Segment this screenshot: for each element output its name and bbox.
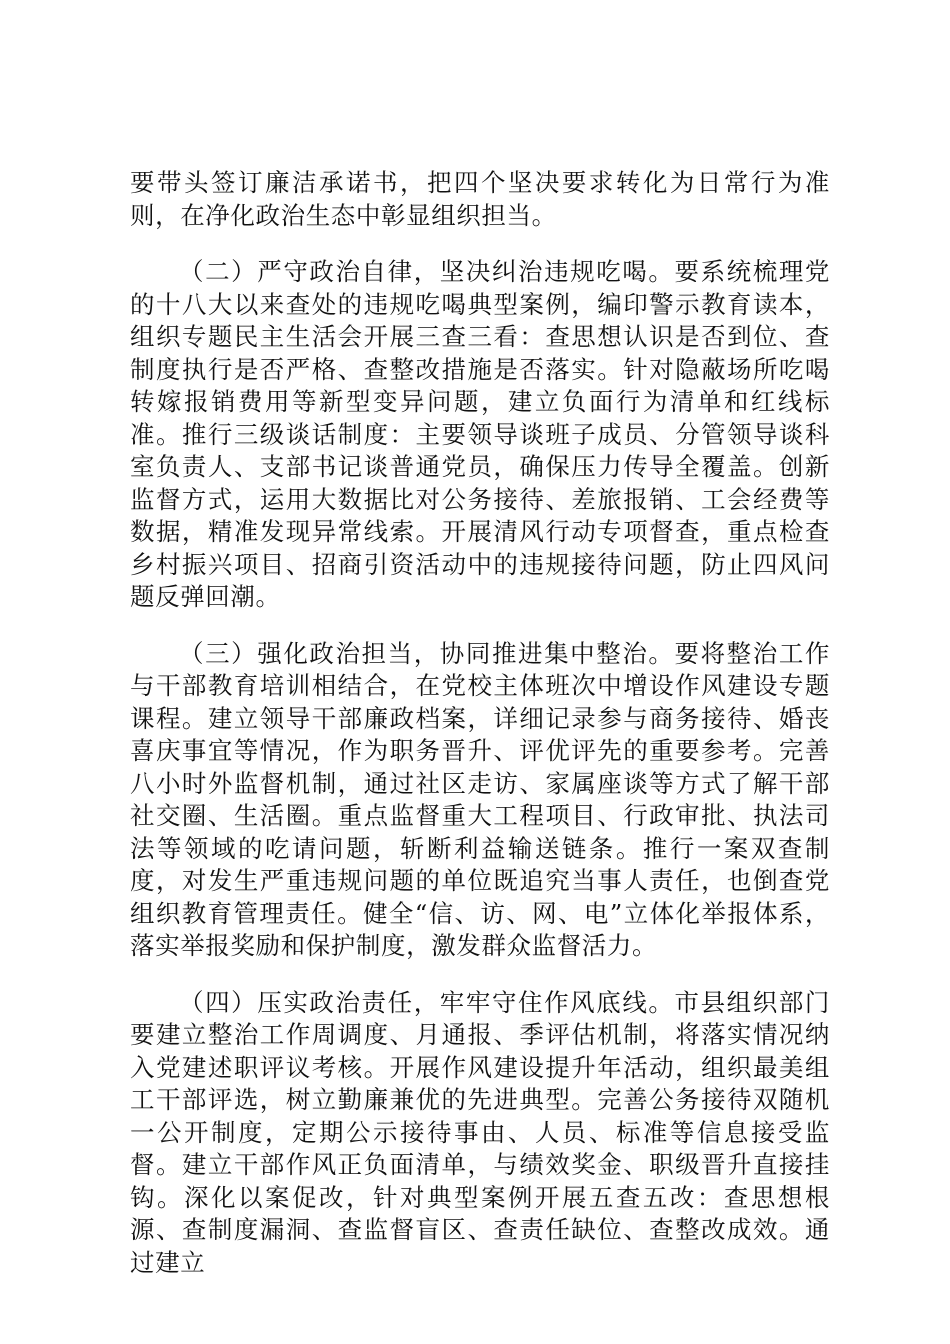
paragraph-continuation: 要带头签订廉洁承诺书，把四个坚决要求转化为日常行为准则，在净化政治生态中彰显组织担当。 (130, 168, 830, 230)
paragraph-section-four: （四）压实政治责任，牢牢守住作风底线。市县组织部门要建立整治工作周调度、月通报、季评估机制，将落实情况纳入党建述职评议考核。开展作风建设提升年活动，组织最美组工干部评选，树立勤廉兼优的先进典型。完善公务接待双随机一公开制度，定期公示接待事由、人员、标准等信息接受监督。建立干部作风正负面清单，与绩效奖金、职级晋升直接挂钩。深化以案促改，针对典型案例开展五查五改：查思想根源、查制度漏洞、查监督盲区、查责任缺位、查整改成效。通过建立 (130, 987, 830, 1277)
paragraph-section-three: （三）强化政治担当，协同推进集中整治。要将整治工作与干部教育培训相结合，在党校主体班次中增设作风建设专题课程。建立领导干部廉政档案，详细记录参与商务接待、婚丧喜庆事宜等情况，作为职务晋升、评优评先的重要参考。完善八小时外监督机制，通过社区走访、家属座谈等方式了解干部社交圈、生活圈。重点监督重大工程项目、行政审批、执法司法等领域的吃请问题，斩断利益输送链条。推行一案双查制度，对发生严重违规问题的单位既追究当事人责任，也倒查党组织教育管理责任。健全“信、访、网、电”立体化举报体系，落实举报奖励和保护制度，激发群众监督活力。 (130, 638, 830, 960)
paragraph-section-two: （二）严守政治自律，坚决纠治违规吃喝。要系统梳理党的十八大以来查处的违规吃喝典型案例，编印警示教育读本，组织专题民主生活会开展三查三看：查思想认识是否到位、查制度执行是否严格、查整改措施是否落实。针对隐蔽场所吃喝转嫁报销费用等新型变异问题，建立负面行为清单和红线标准。推行三级谈话制度：主要领导谈班子成员、分管领导谈科室负责人、支部书记谈普通党员，确保压力传导全覆盖。创新监督方式，运用大数据比对公务接待、差旅报销、工会经费等数据，精准发现异常线索。开展清风行动专项督查，重点检查乡村振兴项目、招商引资活动中的违规接待问题，防止四风问题反弹回潮。 (130, 257, 830, 611)
document-body (130, 167, 830, 1303)
